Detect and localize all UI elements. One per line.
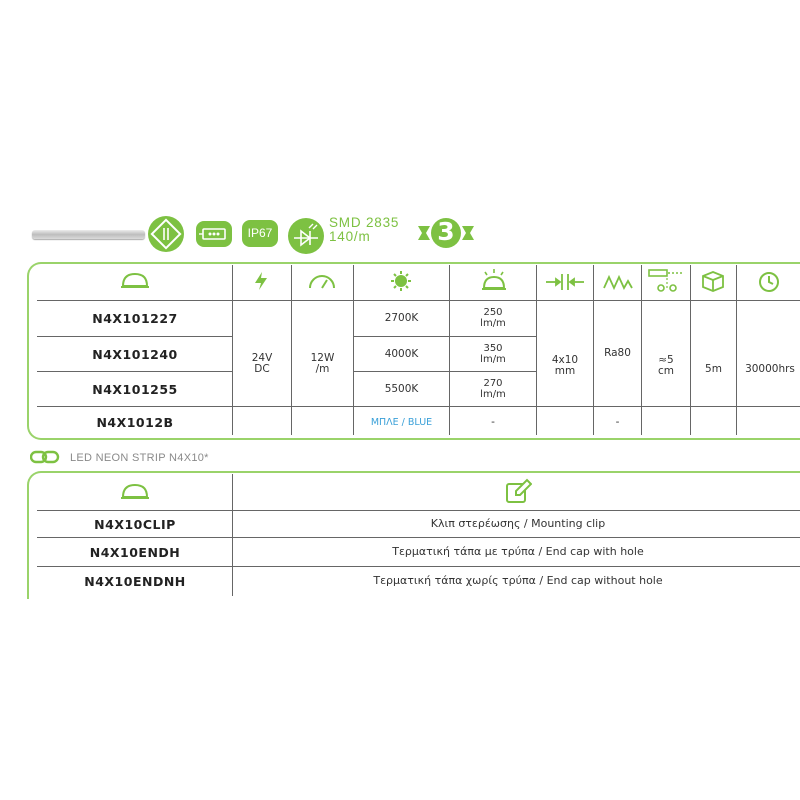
chain-link-icon [30,449,60,465]
ip67-badge: IP67 [242,220,278,247]
cri-value-blue: - [615,416,620,428]
accessory-description: Κλιπ στερέωσης / Mounting clip [430,517,606,530]
product-code: N4X101227 [92,311,178,326]
accessories-link[interactable] [30,449,60,467]
product-code: N4X1012B [96,415,174,430]
package-box-icon [700,269,726,297]
lumen-value: 250 lm/m [480,307,506,329]
cri-wave-icon [603,273,633,295]
power-value: 12W /m [310,352,335,375]
led-strip-image [32,230,145,239]
diamond-class-icon [148,216,184,252]
warranty-badge [416,216,476,250]
accessory-code: N4X10CLIP [94,517,176,532]
cct-value: 5500K [384,383,419,395]
diode-icon [288,218,324,254]
smd-spec [329,216,399,244]
dimensions-icon [545,273,585,295]
size-value: 4x10 mm [551,354,579,377]
driver-icon [196,221,232,247]
smd-line-1: SMD 2835 [329,215,400,230]
cct-value-blue: ΜΠΛΕ / BLUE [370,417,433,428]
warranty-years: 3 [437,217,455,246]
cut-length-value: ≈5 cm [657,354,674,377]
package-length-value: 5m [705,363,722,375]
color-temperature-sun-icon [390,270,412,296]
lumen-value: - [491,416,495,428]
cct-value: 4000K [384,348,419,360]
voltage-bolt-icon [253,271,269,295]
accessory-description: Τερματική τάπα χωρίς τρύπα / End cap without hole [373,574,663,587]
product-icon [120,481,150,507]
voltage-value: 24V DC [251,352,273,375]
product-code: N4X101240 [92,347,178,362]
cut-scissors-icon [648,268,684,298]
lumen-value: 270 lm/m [480,378,506,400]
feature-icon-strip [0,208,800,258]
lifetime-clock-icon [758,271,780,297]
accessory-description: Τερματική τάπα με τρύπα / End cap with hole [392,545,644,558]
accessory-code: N4X10ENDNH [84,574,186,589]
accessory-code: N4X10ENDH [89,545,181,560]
edit-description-icon [504,478,532,510]
cri-value: Ra80 [604,347,631,359]
lifetime-value: 30000hrs [745,363,795,375]
accessories-link-label[interactable]: LED NEON STRIP N4X10* [70,452,209,464]
cct-value: 2700K [384,312,419,324]
gauge-power-icon [307,272,337,294]
smd-line-2: 140/m [329,229,371,244]
lumen-value: 350 lm/m [480,343,506,365]
product-code: N4X101255 [92,382,178,397]
product-icon [120,270,150,296]
lumen-lamp-icon [480,268,508,296]
